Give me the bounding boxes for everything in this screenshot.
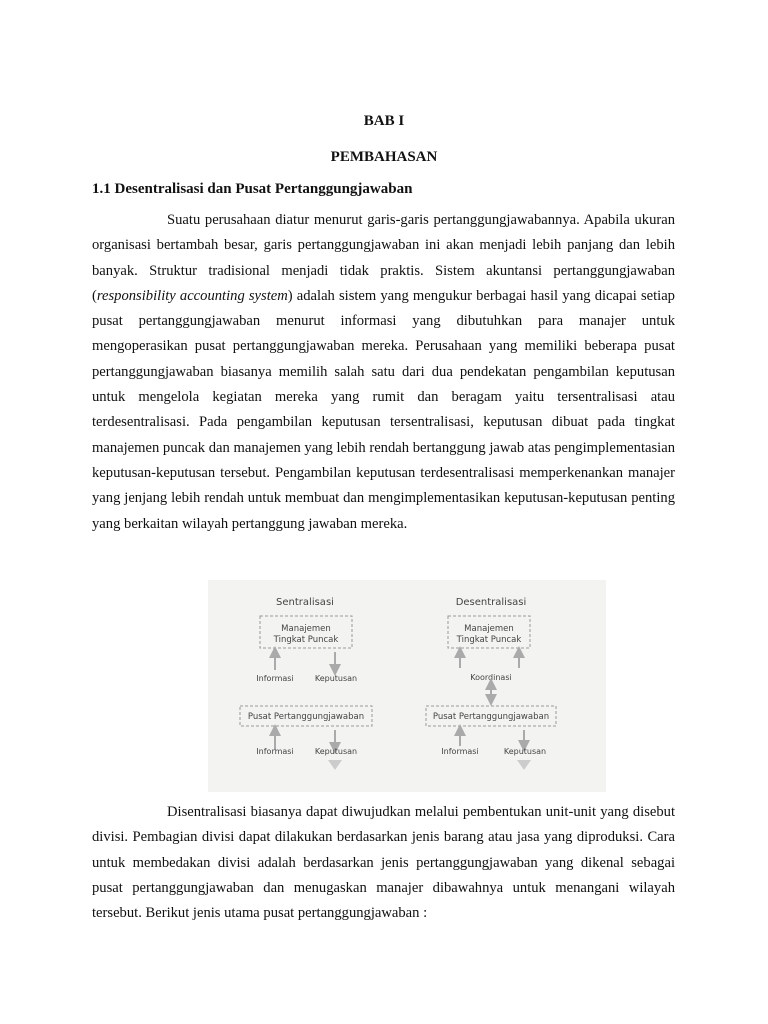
decentralization-diagram [208,580,606,792]
decision-label-left-2: Keputusan [314,747,358,756]
paragraph-text: ) adalah sistem yang mengukur berbagai hasil yang dicapai setiap pusat pertanggungjawaban menurut informasi yang dibutuhkan para manajer untuk mengoperasikan pusat pertanggungjawaban mereka. Perusahaan yang memiliki beberapa pusat pertanggungjawaban biasanya memilih salah satu dari dua pendekatan pengambilan keputusan untuk mengelola kegiatan mereka yang rumit dan beragam yaitu tersentralisasi atau terdesentralisasi. Pada pengambilan keputusan tersentralisasi, keputusan dibuat pada tingkat manajemen puncak dan manajemen yang lebih rendah bertanggung jawab atas pengimplementasian keputusan-keputusan tersebut. Pengambilan keputusan terdesentralisasi memperkenankan manajer yang jenjang lebih rendah untuk membuat dan mengimplementasikan keputusan-keputusan penting yang berkaitan wilayah pertanggung jawaban mereka. [92,287,675,532]
diagram-svg [208,580,606,792]
info-label-right: Informasi [441,747,479,756]
paragraph-responsibility-accounting [92,208,675,537]
decentralization-title: Desentralisasi [455,597,527,608]
down-arrowhead-left [328,760,342,770]
info-label-left-1: Informasi [256,674,294,683]
coordination-label: Koordinasi [470,673,512,682]
section-title: 1.1 Desentralisasi dan Pusat Pertanggungjawaban [92,181,413,197]
paragraph-divisions: Disentralisasi biasanya dapat diwujudkan melalui pembentukan unit-unit yang disebut divisi. Pembagian divisi dapat dilakukan berdasarkan jenis barang atau jasa yang diproduksi. Cara untuk membedakan divisi adalah berdasarkan jenis pertanggungjawaban yang dikenal sebagai pusat pertanggungjawaban dan menugaskan manajer dibawahnya untuk menangani wilayah tersebut. Berikut jenis utama pusat pertanggungjawaban : [92,804,675,922]
paragraph-text: Suatu perusahaan diatur menurut garis-garis pertanggungjawabannya. Apabila ukuran organisasi bertambah besar, garis pertanggungjawaban ini akan menjadi lebih panjang dan lebih banyak. Struktur tradisional menjadi tidak praktis. Sistem akuntansi pertanggungjawaban ( [92,212,675,304]
top-management-label-right-1: Manajemen [464,624,514,634]
centralization-title: Sentralisasi [276,597,334,608]
chapter-heading: BAB I [363,113,405,129]
top-management-label-right-2: Tingkat Puncak [456,635,522,645]
decision-label-left-1: Keputusan [314,674,358,683]
responsibility-center-label-right: Pusat Pertanggungjawaban [432,712,550,722]
info-label-left-2: Informasi [256,747,294,756]
decision-label-right: Keputusan [503,747,547,756]
top-management-label-1: Manajemen [281,624,331,634]
down-arrowhead-right [517,760,531,770]
top-management-label-2: Tingkat Puncak [273,635,339,645]
responsibility-center-label-left: Pusat Pertanggungjawaban [247,712,365,722]
italic-term: responsibility accounting system [96,287,288,304]
chapter-title: PEMBAHASAN [330,149,438,165]
